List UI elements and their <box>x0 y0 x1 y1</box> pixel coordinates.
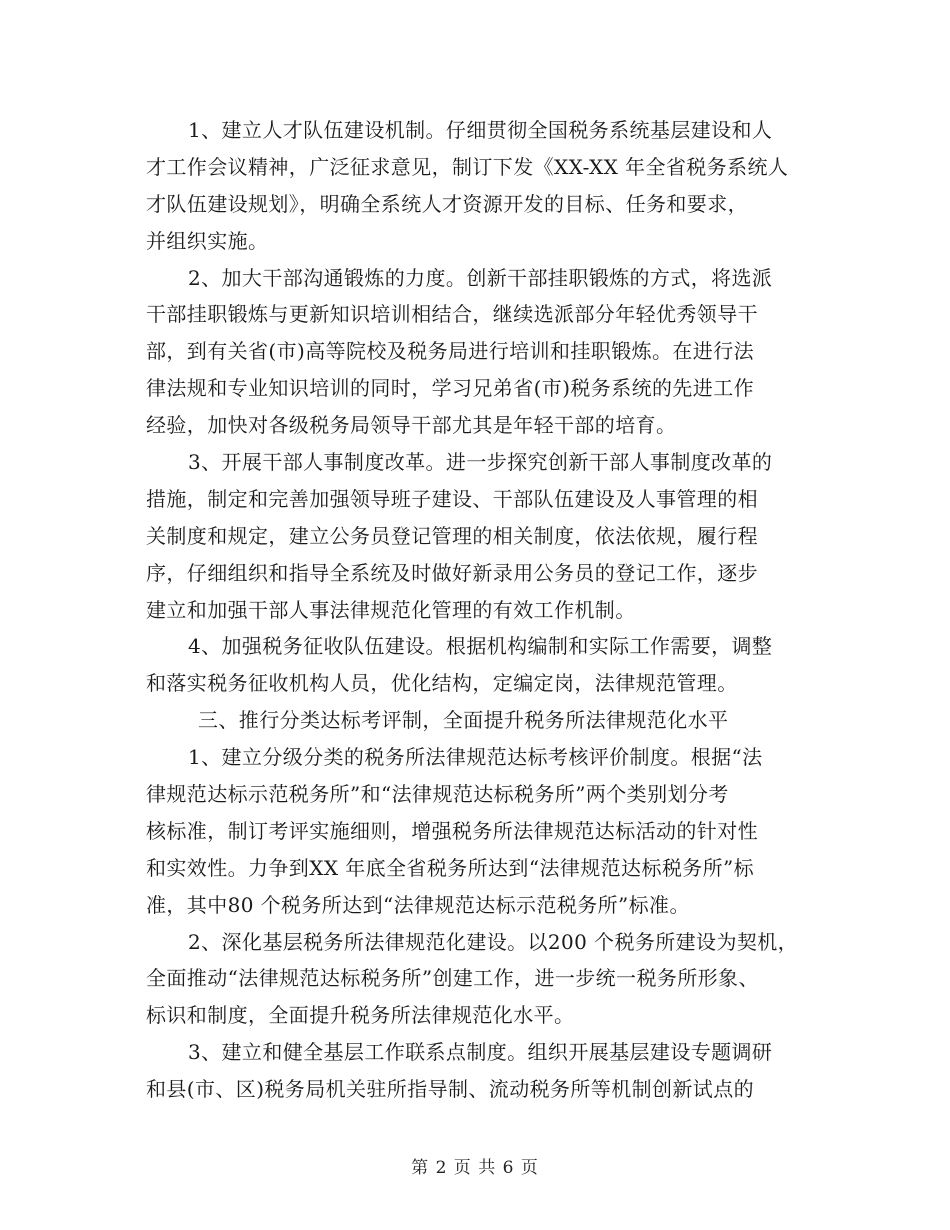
text-line: 才工作会议精神，广泛征求意见，制订下发《XX-XX 年全省税务系统人 <box>146 154 789 179</box>
text-line: 并组织实施。 <box>146 228 269 253</box>
text-line: 经验，加快对各级税务局领导干部尤其是年轻干部的培育。 <box>146 413 677 438</box>
text-line: 建立和加强干部人事法律规范化管理的有效工作机制。 <box>146 597 636 622</box>
document-body <box>146 112 811 1108</box>
text-line: 准，其中80 个税务所达到“法律规范达标示范税务所”标准。 <box>146 892 690 917</box>
page-footer: 第 2 页 共 6 页 <box>411 1158 539 1178</box>
text-line: 标识和制度，全面提升税务所法律规范化水平。 <box>146 1003 575 1028</box>
text-line: 序，仔细组织和指导全系统及时做好新录用公务员的登记工作，逐步 <box>146 560 758 585</box>
text-line: 和实效性。力争到XX 年底全省税务所达到“法律规范达标税务所”标 <box>146 855 755 880</box>
text-line: 全面推动“法律规范达标税务所”创建工作，进一步统一税务所形象、 <box>146 966 759 991</box>
text-line: 关制度和规定，建立公务员登记管理的相关制度，依法依规，履行程 <box>146 523 758 548</box>
text-line: 措施，制定和完善加强领导班子建设、干部队伍建设及人事管理的相 <box>146 486 758 511</box>
text-line: 1、建立分级分类的税务所法律规范达标考核评价制度。根据“法 <box>188 745 763 770</box>
text-line: 和落实税务征收机构人员，优化结构，定编定岗，法律规范管理。 <box>146 671 738 696</box>
text-line: 才队伍建设规划》，明确全系统人才资源开发的目标、任务和要求， <box>146 191 748 216</box>
section-heading: 三、推行分类达标考评制，全面提升税务所法律规范化水平 <box>198 708 729 733</box>
text-line: 4、加强税务征收队伍建设。根据机构编制和实际工作需要，调整 <box>188 634 773 659</box>
text-line: 3、建立和健全基层工作联系点制度。组织开展基层建设专题调研 <box>188 1040 773 1065</box>
text-line: 律规范达标示范税务所”和“法律规范达标税务所”两个类别划分考 <box>146 782 729 807</box>
text-line: 2、加大干部沟通锻炼的力度。创新干部挂职锻炼的方式，将选派 <box>188 265 773 290</box>
text-line: 1、建立人才队伍建设机制。仔细贯彻全国税务系统基层建设和人 <box>188 118 773 142</box>
text-line: 和县(市、区)税务局机关驻所指导制、流动税务所等机制创新试点的 <box>146 1077 755 1102</box>
text-line: 3、开展干部人事制度改革。进一步探究创新干部人事制度改革的 <box>188 450 773 475</box>
text-line: 干部挂职锻炼与更新知识培训相结合，继续选派部分年轻优秀领导干 <box>146 302 758 327</box>
text-line: 核标准，制订考评实施细则，增强税务所法律规范达标活动的针对性 <box>146 818 758 843</box>
text-line: 2、深化基层税务所法律规范化建设。以200 个税务所建设为契机， <box>188 929 799 954</box>
text-line: 律法规和专业知识培训的同时，学习兄弟省(市)税务系统的先进工作 <box>146 376 755 401</box>
text-line: 部，到有关省(市)高等院校及税务局进行培训和挂职锻炼。在进行法 <box>146 339 755 364</box>
